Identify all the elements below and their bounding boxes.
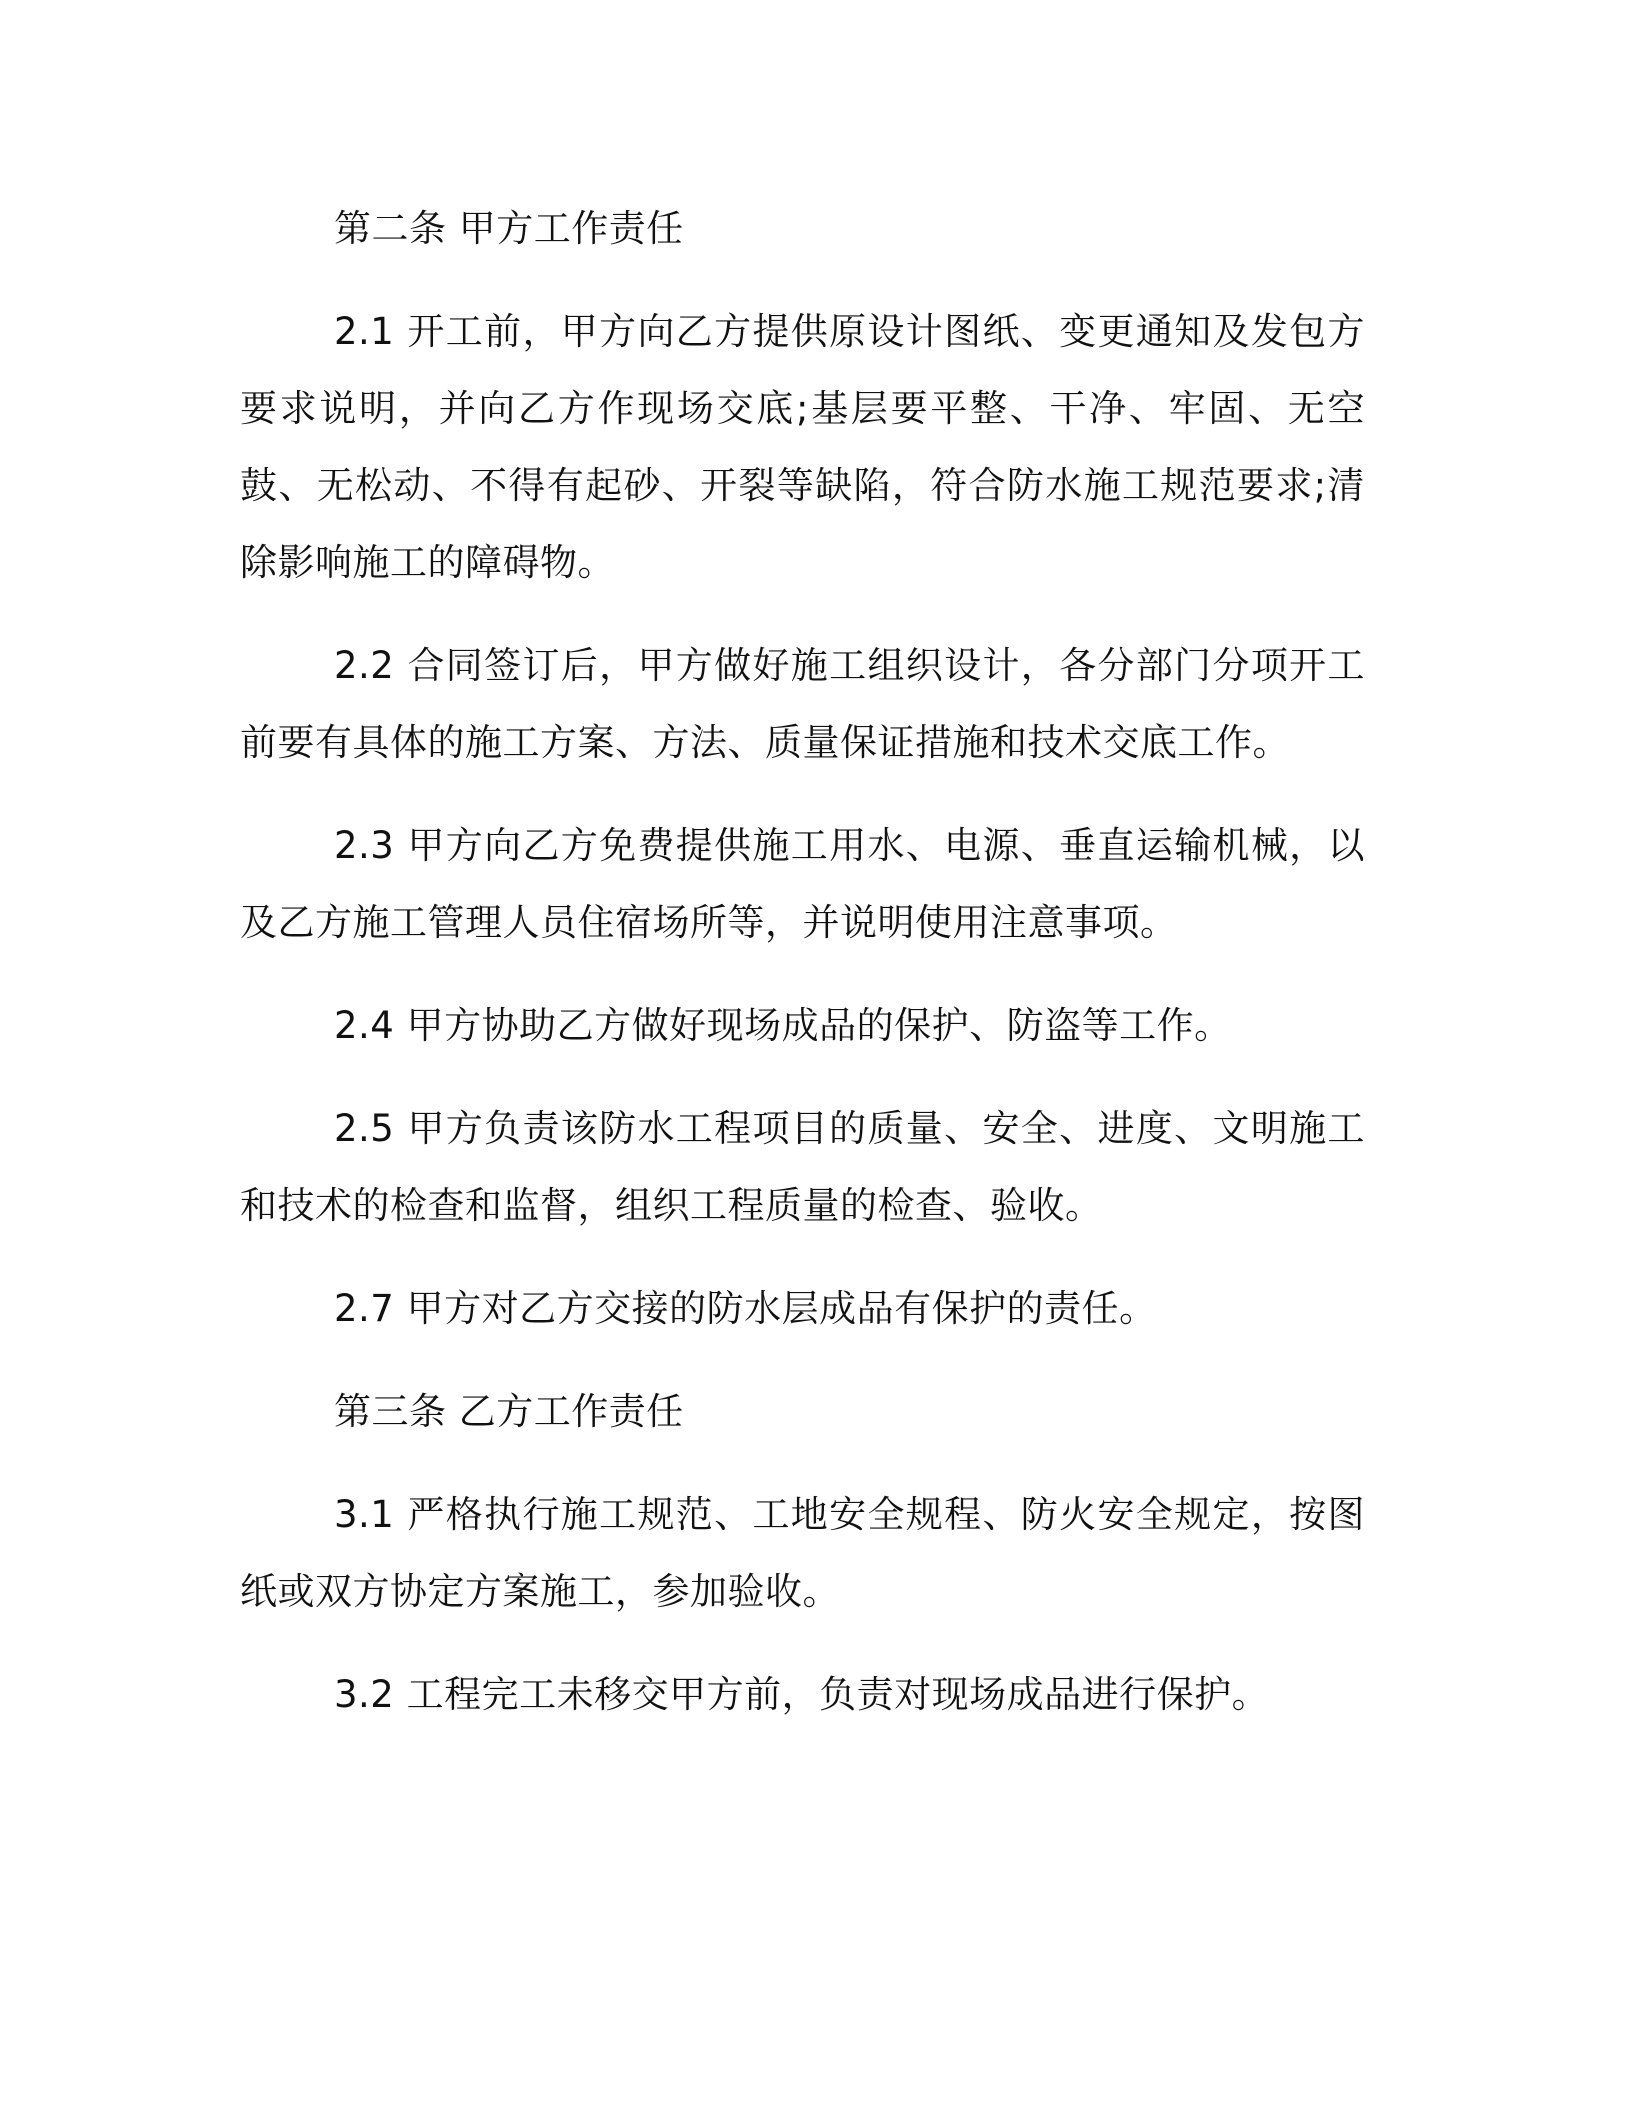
clause-2-2: 2.2 合同签订后，甲方做好施工组织设计，各分部门分项开工前要有具体的施工方案、方法、质量保证措施和技术交底工作。 bbox=[240, 644, 1365, 764]
clause-2-7: 2.7 甲方对乙方交接的防水层成品有保护的责任。 bbox=[334, 1287, 1157, 1330]
clause-3-2: 3.2 工程完工未移交甲方前，负责对现场成品进行保护。 bbox=[334, 1673, 1270, 1716]
section-2-heading: 第二条 甲方工作责任 bbox=[334, 207, 684, 250]
clause-3-1: 3.1 严格执行施工规范、工地安全规程、防火安全规定，按图纸或双方协定方案施工，参加验收。 bbox=[240, 1493, 1365, 1613]
document-body bbox=[240, 190, 1365, 1759]
clause-2-4: 2.4 甲方协助乙方做好现场成品的保护、防盗等工作。 bbox=[334, 1004, 1232, 1047]
clause-2-5: 2.5 甲方负责该防水工程项目的质量、安全、进度、文明施工和技术的检查和监督，组织工程质量的检查、验收。 bbox=[240, 1107, 1365, 1227]
section-3-heading: 第三条 乙方工作责任 bbox=[334, 1390, 684, 1433]
clause-2-1: 2.1 开工前，甲方向乙方提供原设计图纸、变更通知及发包方要求说明，并向乙方作现场交底;基层要平整、干净、牢固、无空鼓、无松动、不得有起砂、开裂等缺陷，符合防水施工规范要求;清除影响施工的障碍物。 bbox=[240, 310, 1365, 584]
clause-2-3: 2.3 甲方向乙方免费提供施工用水、电源、垂直运输机械，以及乙方施工管理人员住宿场所等，并说明使用注意事项。 bbox=[240, 824, 1365, 944]
